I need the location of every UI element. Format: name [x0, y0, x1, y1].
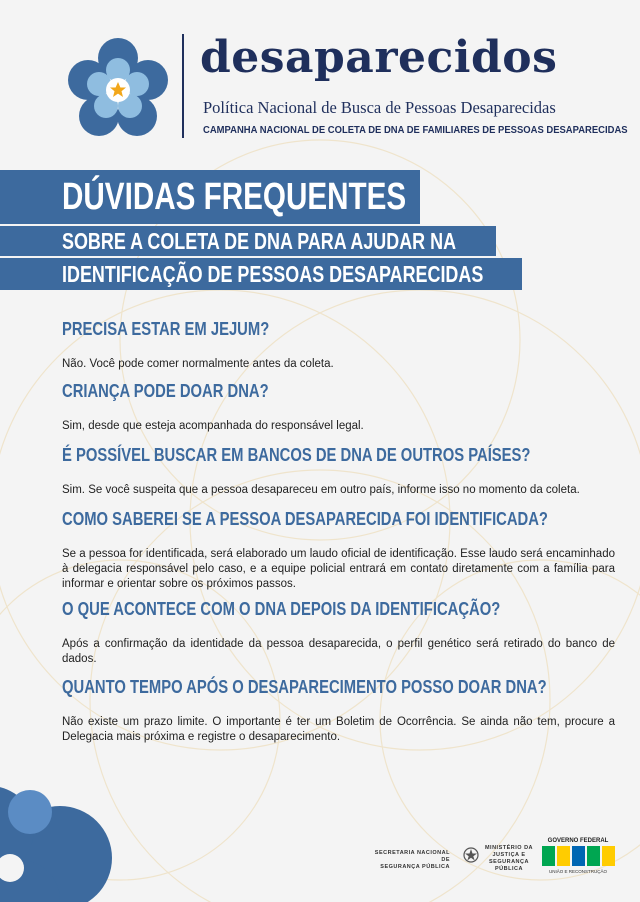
- ministry-logo: MINISTÉRIO DA JUSTIÇA E SEGURANÇA PÚBLICA: [484, 845, 534, 872]
- faq-answer: Sim. Se você suspeita que a pessoa desapareceu em outro país, informe isso no momento da coleta.: [62, 484, 580, 496]
- faq-item: [62, 380, 615, 434]
- brand-subtitle: Política Nacional de Busca de Pessoas Desaparecidas: [203, 98, 556, 117]
- faq-answer: Não. Você pode comer normalmente antes da coleta.: [62, 358, 334, 370]
- corner-flower-icon: [0, 786, 112, 902]
- banner-subtitle-line-2: IDENTIFICAÇÃO DE PESSOAS DESAPARECIDAS: [0, 258, 522, 290]
- faq-item: [62, 318, 615, 372]
- faq-item: [62, 676, 615, 745]
- faq-answer: Não existe um prazo limite. O importante é ter um Boletim de Ocorrência. Se ainda não tem, procure a Delegacia mais próxima e registre o desaparecimento.: [62, 716, 615, 743]
- senasp-logo: SECRETARIA NACIONAL DE SEGURANÇA PÚBLICA: [374, 850, 450, 870]
- faq-item: [62, 508, 615, 592]
- brand-wordmark: desaparecidos: [200, 32, 558, 83]
- governo-federal-logo: GOVERNO FEDERAL UNIÃO E RECONSTRUÇÃO: [540, 838, 616, 874]
- campaign-title: CAMPANHA NACIONAL DE COLETA DE DNA DE FAMILIARES DE PESSOAS DESAPARECIDAS: [203, 124, 628, 136]
- faq-answer: Após a confirmação da identidade da pessoa desaparecida, o perfil genético será retirado do banco de dados.: [62, 638, 615, 665]
- faq-question: QUANTO TEMPO APÓS O DESAPARECIMENTO POSSO DOAR DNA?: [62, 676, 547, 697]
- logo-divider: [182, 34, 184, 138]
- faq-item: [62, 444, 615, 498]
- banner-title: DÚVIDAS FREQUENTES: [0, 170, 420, 224]
- forget-me-not-logo-icon: [62, 36, 174, 144]
- faq-question: É POSSÍVEL BUSCAR EM BANCOS DE DNA DE OUTROS PAÍSES?: [62, 444, 531, 465]
- banner-subtitle-line-1: SOBRE A COLETA DE DNA PARA AJUDAR NA: [0, 226, 496, 256]
- faq-answer: Se a pessoa for identificada, será elaborado um laudo oficial de identificação. Esse laudo será encaminhado à delegacia responsável pelo caso, e a equipe policial entrará em contato diretamente com a família para informar e orientar sobre os próximos passos.: [62, 548, 615, 590]
- brasil-colored-blocks-icon: [540, 846, 616, 866]
- faq-question: COMO SABEREI SE A PESSOA DESAPARECIDA FOI IDENTIFICADA?: [62, 508, 548, 529]
- faq-question: PRECISA ESTAR EM JEJUM?: [62, 318, 270, 339]
- faq-question: O QUE ACONTECE COM O DNA DEPOIS DA IDENTIFICAÇÃO?: [62, 598, 501, 619]
- faq-question: CRIANÇA PODE DOAR DNA?: [62, 380, 269, 401]
- faq-answer: Sim, desde que esteja acompanhada do responsável legal.: [62, 420, 364, 432]
- coat-of-arms-icon: [462, 846, 480, 864]
- faq-item: [62, 598, 615, 667]
